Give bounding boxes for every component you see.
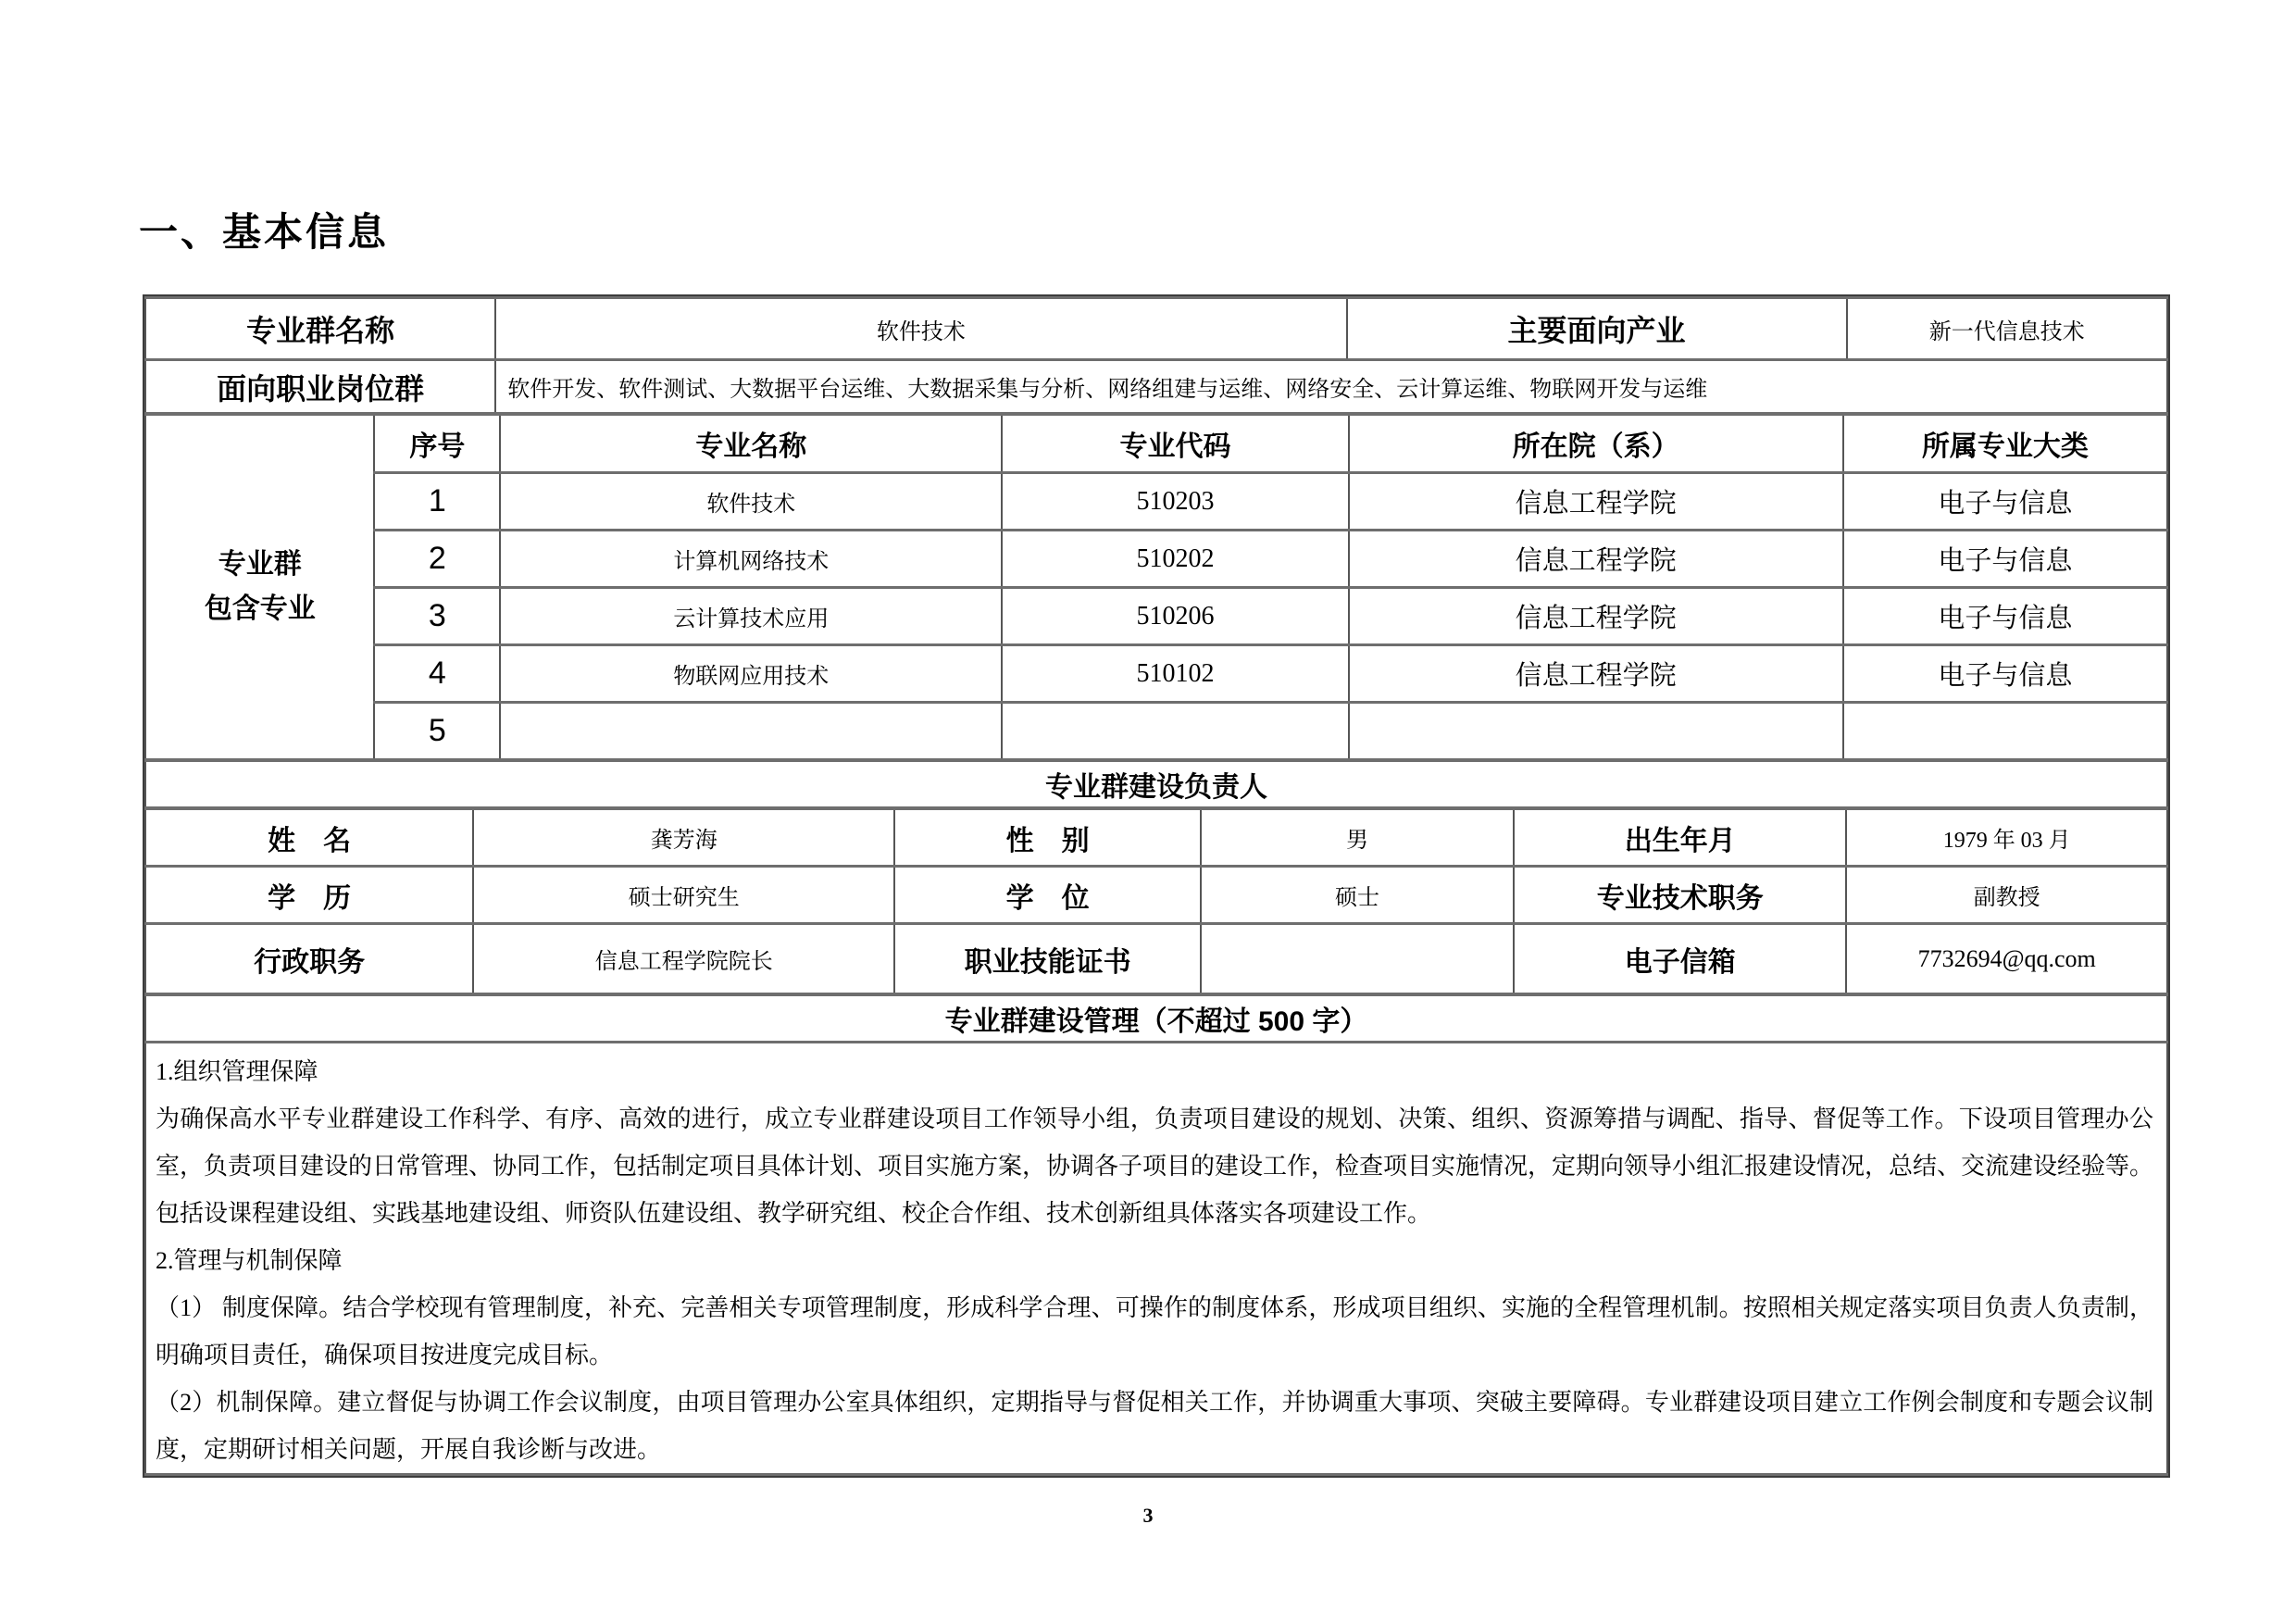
major-name: 软件技术: [500, 473, 1002, 531]
major-row: [145, 473, 2167, 531]
leader-table: [144, 807, 2168, 995]
management-paragraph: 为确保高水平专业群建设工作科学、有序、高效的进行，成立专业群建设项目工作领导小组，负责项目建设的规划、决策、组织、资源筹措与调配、指导、督促等工作。下设项目管理办公室，负责项目建设的日常管理、协同工作，包括制定项目具体计划、项目实施方案，协调各子项目的建设工作，检查项目实施情况，定期向领导小组汇报建设情况，总结、交流建设经验等。包括设课程建设组、实践基地建设组、师资队伍建设组、教学研究组、校企合作组、技术创新组具体落实各项建设工作。: [156, 1106, 2154, 1227]
management-text: [145, 1043, 2167, 1475]
col-header-department: 所在院（系）: [1349, 415, 1843, 473]
majors-group-label-line1: 专业群: [218, 549, 302, 580]
management-paragraph: 1.组织管理保障: [156, 1058, 318, 1085]
education-value: 硕士研究生: [473, 867, 894, 924]
gender-label: 性 别: [894, 809, 1200, 867]
management-table: [144, 993, 2168, 1476]
basic-info-table: [143, 294, 2170, 1478]
major-category: 电子与信息: [1843, 588, 2167, 645]
birth-value: 1979 年 03 月: [1846, 809, 2167, 867]
job-group-label: 面向职业岗位群: [145, 360, 495, 414]
major-code: [1002, 703, 1348, 760]
major-name: 云计算技术应用: [500, 588, 1002, 645]
education-label: 学 历: [145, 867, 473, 924]
section-heading: 一、基本信息: [139, 210, 390, 254]
major-department: 信息工程学院: [1349, 531, 1843, 588]
name-label: 姓 名: [145, 809, 473, 867]
degree-label: 学 位: [894, 867, 1200, 924]
col-header-major-code: 专业代码: [1002, 415, 1348, 473]
industry-value: 新一代信息技术: [1847, 298, 2167, 360]
leader-section-title: 专业群建设负责人: [145, 761, 2167, 808]
leader-section-header: [144, 759, 2168, 809]
email-value: 7732694@qq.com: [1846, 924, 2167, 994]
major-code: 510206: [1002, 588, 1348, 645]
skill-cert-value: [1201, 924, 1514, 994]
col-header-index: 序号: [374, 415, 500, 473]
col-header-major-name: 专业名称: [500, 415, 1002, 473]
management-paragraph: （1） 制度保障。结合学校现有管理制度，补充、完善相关专项管理制度，形成科学合理、可操作的制度体系，形成项目组织、实施的全程管理机制。按照相关规定落实项目负责人负责制，明确项目责任，确保项目按进度完成目标。: [156, 1294, 2153, 1368]
admin-post-value: 信息工程学院院长: [473, 924, 894, 994]
major-category: [1843, 703, 2167, 760]
name-value: 龚芳海: [473, 809, 894, 867]
majors-group-label-line2: 包含专业: [204, 593, 316, 624]
major-index: 1: [374, 473, 500, 531]
majors-group-label: [145, 415, 374, 760]
major-department: 信息工程学院: [1349, 473, 1843, 531]
major-index: 3: [374, 588, 500, 645]
major-index: 5: [374, 703, 500, 760]
major-name: [500, 703, 1002, 760]
major-row: [145, 645, 2167, 703]
tech-title-label: 专业技术职务: [1514, 867, 1846, 924]
page-number: 3: [1142, 1504, 1154, 1527]
major-category: 电子与信息: [1843, 645, 2167, 703]
birth-label: 出生年月: [1514, 809, 1846, 867]
major-code: 510102: [1002, 645, 1348, 703]
skill-cert-label: 职业技能证书: [894, 924, 1200, 994]
admin-post-label: 行政职务: [145, 924, 473, 994]
major-index: 4: [374, 645, 500, 703]
major-department: 信息工程学院: [1349, 588, 1843, 645]
industry-label: 主要面向产业: [1347, 298, 1847, 360]
major-department: [1349, 703, 1843, 760]
major-name: 计算机网络技术: [500, 531, 1002, 588]
group-header-table: [144, 296, 2168, 415]
tech-title-value: 副教授: [1846, 867, 2167, 924]
major-row: [145, 531, 2167, 588]
group-name-label: 专业群名称: [145, 298, 495, 360]
major-code: 510203: [1002, 473, 1348, 531]
group-name-value: 软件技术: [495, 298, 1346, 360]
management-paragraph: （2）机制保障。建立督促与协调工作会议制度，由项目管理办公室具体组织，定期指导与督促相关工作，并协调重大事项、突破主要障碍。专业群建设项目建立工作例会制度和专题会议制度，定期研讨相关问题，开展自我诊断与改进。: [156, 1389, 2153, 1463]
major-code: 510202: [1002, 531, 1348, 588]
major-category: 电子与信息: [1843, 531, 2167, 588]
major-name: 物联网应用技术: [500, 645, 1002, 703]
management-paragraph: 2.管理与机制保障: [156, 1247, 343, 1274]
major-row: [145, 703, 2167, 760]
email-label: 电子信箱: [1514, 924, 1846, 994]
degree-value: 硕士: [1201, 867, 1514, 924]
management-section-title: 专业群建设管理（不超过 500 字）: [145, 995, 2167, 1043]
gender-value: 男: [1201, 809, 1514, 867]
col-header-category: 所属专业大类: [1843, 415, 2167, 473]
major-index: 2: [374, 531, 500, 588]
majors-table: [144, 413, 2168, 761]
major-category: 电子与信息: [1843, 473, 2167, 531]
job-group-value: 软件开发、软件测试、大数据平台运维、大数据采集与分析、网络组建与运维、网络安全、云计算运维、物联网开发与运维: [495, 360, 2167, 414]
major-row: [145, 588, 2167, 645]
major-department: 信息工程学院: [1349, 645, 1843, 703]
